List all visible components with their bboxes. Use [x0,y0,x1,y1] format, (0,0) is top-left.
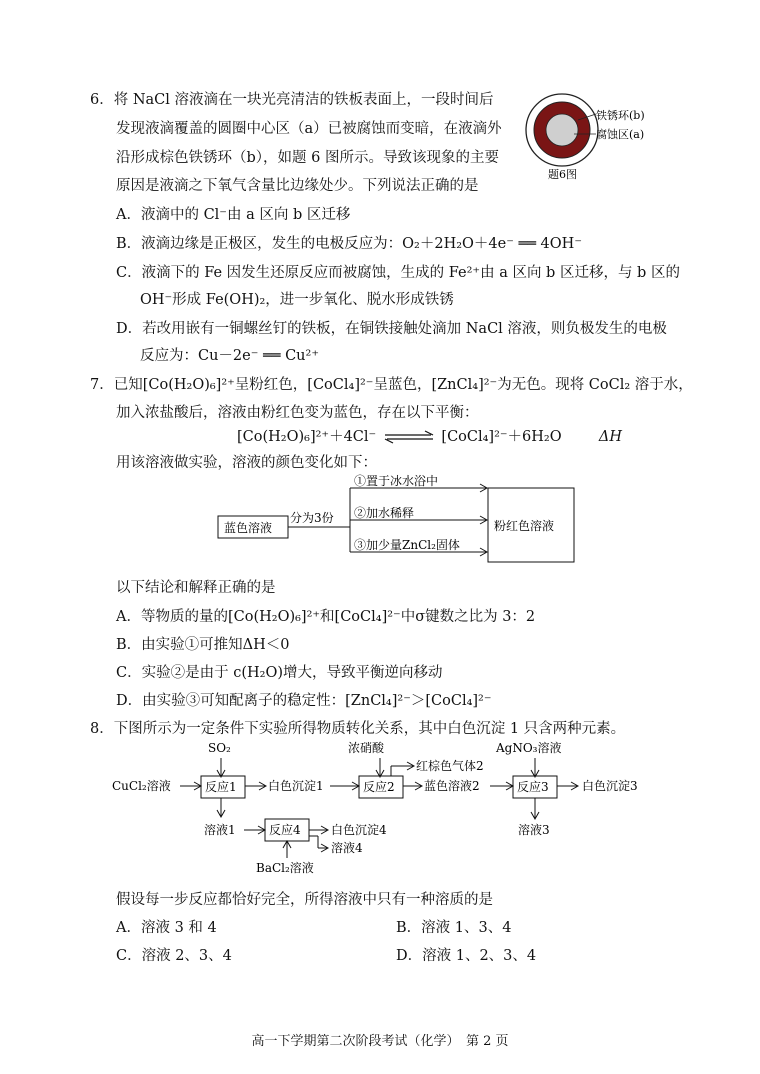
reagent-agno3: AgNO₃溶液 [496,741,562,755]
figure-caption: 题6图 [548,168,577,181]
q7-line-4: 以下结论和解释正确的是 [116,580,276,596]
page-footer: 高一下学期第二次阶段考试（化学） 第 2 页 [251,1034,509,1049]
q6-option-c-1: C．液滴下的 Fe 因发生还原反应而被腐蚀，生成的 Fe²⁺由 a 区向 b 区迁移，与 b 区的 [116,265,680,281]
q7-option-a: A．等物质的量的[Co(H₂O)₆]²⁺和[CoCl₄]²⁻中σ键数之比为 3：2 [116,609,536,625]
equilibrium-equation [237,425,622,446]
q6-option-c-2: OH⁻形成 Fe(OH)₂，进一步氧化、脱水形成铁锈 [140,292,454,308]
end-label: 粉红色溶液 [494,519,555,533]
exp3-label: ③加少量ZnCl₂固体 [354,538,460,552]
label-corrosion-zone: 腐蚀区(a) [596,128,645,141]
q8-option-b: B．溶液 1、3、4 [396,920,512,936]
q7-diagram [210,474,590,574]
solution-1: 溶液1 [204,823,236,837]
reaction-3-label: 反应3 [517,780,549,794]
reaction-4-label: 反应4 [269,823,301,837]
q8-line-2: 假设每一步反应都恰好完全，所得溶液中只有一种溶质的是 [116,892,493,908]
q8-option-a: A．溶液 3 和 4 [116,920,217,936]
q7-line-1: 7．已知[Co(H₂O)₆]²⁺呈粉红色，[CoCl₄]²⁻呈蓝色，[ZnCl₄]²⁻为无色。现将 CoCl₂ 溶于水， [90,377,693,393]
q6-figure [520,92,680,182]
q7-option-d: D．由实验③可知配离子的稳定性：[ZnCl₄]²⁻＞[CoCl₄]²⁻ [116,693,492,709]
q8-option-d: D．溶液 1、2、3、4 [396,948,537,964]
reagent-bacl2: BaCl₂溶液 [256,861,314,875]
exp1-label: ①置于冰水浴中 [354,474,439,488]
reactant-cucl2: CuCl₂溶液 [112,779,171,793]
corrosion-zone-a [546,114,578,146]
reagent-so2: SO₂ [208,741,231,755]
q6-line-2: 发现液滴覆盖的圆圈中心区（a）已被腐蚀而变暗，在液滴外 [116,121,502,137]
q6-option-a: A．液滴中的 Cl⁻由 a 区向 b 区迁移 [116,207,351,223]
q8-option-c: C．溶液 2、3、4 [116,948,232,964]
q6-line-1: 6．将 NaCl 溶液滴在一块光亮清洁的铁板表面上，一段时间后 [90,92,494,108]
q6-option-d-2: 反应为：Cu－2e⁻ ══ Cu²⁺ [140,348,319,364]
eq-delta-h: ΔH [598,429,622,445]
q6-line-3: 沿形成棕色铁锈环（b），如题 6 图所示。导致该现象的主要 [116,150,499,166]
start-label: 蓝色溶液 [224,521,273,535]
reaction-1-label: 反应1 [205,780,237,794]
white-precipitate-3: 白色沉淀3 [582,779,638,793]
red-brown-gas-2: 红棕色气体2 [416,759,484,773]
split-label: 分为3份 [290,511,334,525]
eq-left: [Co(H₂O)₆]²⁺＋4Cl⁻ [237,429,377,445]
exp2-label: ②加水稀释 [354,506,415,520]
q8-line-1: 8．下图所示为一定条件下实验所得物质转化关系，其中白色沉淀 1 只含两种元素。 [90,721,626,737]
reagent-conc-nitric-acid: 浓硝酸 [348,741,385,755]
q8-diagram [108,738,668,878]
q7-option-c: C．实验②是由于 c(H₂O)增大，导致平衡逆向移动 [116,665,443,681]
reaction-2-label: 反应2 [363,780,395,794]
q7-line-2: 加入浓盐酸后，溶液由粉红色变为蓝色，存在以下平衡： [116,405,479,421]
solution-4: 溶液4 [331,841,363,855]
blue-solution-2: 蓝色溶液2 [424,779,480,793]
white-precipitate-4: 白色沉淀4 [331,823,387,837]
white-precipitate-1: 白色沉淀1 [268,779,324,793]
solution-3: 溶液3 [518,823,550,837]
q6-line-4: 原因是液滴之下氧气含量比边缘处少。下列说法正确的是 [116,178,479,194]
q7-line-3: 用该溶液做实验，溶液的颜色变化如下： [116,455,377,471]
eq-right: [CoCl₄]²⁻＋6H₂O [441,429,562,445]
label-rust-ring: 铁锈环(b) [596,109,645,122]
q7-option-b: B．由实验①可推知ΔH＜0 [116,637,290,653]
equilibrium-arrow-icon [381,430,437,444]
q6-option-d-1: D．若改用嵌有一铜螺丝钉的铁板，在铜铁接触处滴加 NaCl 溶液，则负极发生的电极 [116,321,667,337]
q6-option-b: B．液滴边缘是正极区，发生的电极反应为：O₂＋2H₂O＋4e⁻ ══ 4OH⁻ [116,236,582,252]
